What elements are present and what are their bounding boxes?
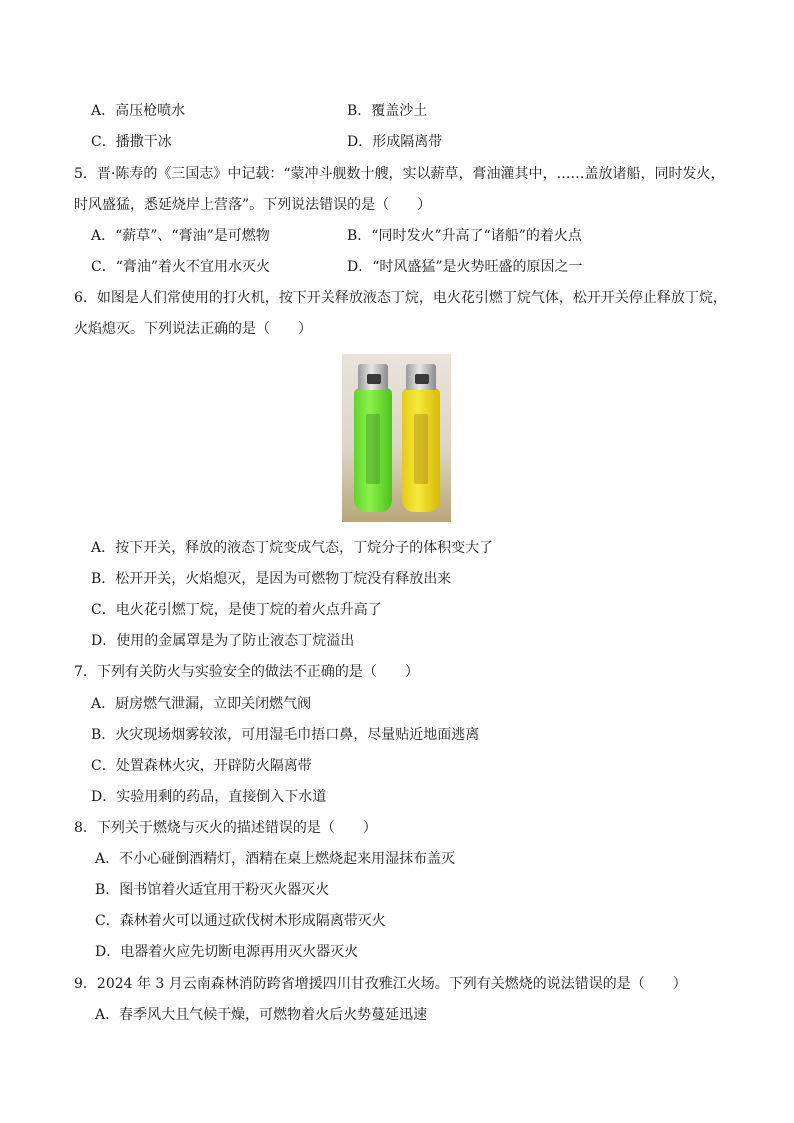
yellow-lighter-image <box>402 364 440 512</box>
q4-option-d: D．形成隔离带 <box>347 134 443 150</box>
q5-option-b: B．“同时发火”升高了“诸船”的着火点 <box>347 228 582 244</box>
q4-option-c: C．播撒干冰 <box>91 134 172 150</box>
q5-stem-line1: 5．晋·陈寿的《三国志》中记载：“蒙冲斗舰数十艘，实以薪草，膏油灌其中，……盖放诸船，同时发火， <box>74 166 725 182</box>
q7-stem: 7．下列有关防火与实验安全的做法不正确的是（ ） <box>74 664 419 680</box>
q8-option-c: C．森林着火可以通过砍伐树木形成隔离带灭火 <box>95 913 386 929</box>
q4-option-b: B．覆盖沙土 <box>347 103 428 119</box>
q6-stem-line2: 火焰熄灭。下列说法正确的是（ ） <box>74 321 312 337</box>
q8-option-d: D．电器着火应先切断电源再用灭火器灭火 <box>95 944 359 960</box>
q7-option-b: B．火灾现场烟雾较浓，可用湿毛巾捂口鼻，尽量贴近地面逃离 <box>91 727 480 743</box>
q7-option-d: D．实验用剩的药品，直接倒入下水道 <box>91 789 327 805</box>
q8-option-b: B．图书馆着火适宜用干粉灭火器灭火 <box>95 882 330 898</box>
q6-option-d: D．使用的金属罩是为了防止液态丁烷溢出 <box>91 633 355 649</box>
q5-option-d: D．“时风盛猛”是火势旺盛的原因之一 <box>347 259 583 275</box>
green-lighter-image <box>354 364 392 512</box>
q5-option-c: C．“膏油”着火不宜用水灭火 <box>91 259 271 275</box>
q5-stem-line2: 时风盛猛，悉延烧岸上营落”。下列说法错误的是（ ） <box>74 197 432 213</box>
q5-option-a: A．“薪草”、“膏油”是可燃物 <box>91 228 270 244</box>
q6-option-a: A．按下开关，释放的液态丁烷变成气态，丁烷分子的体积变大了 <box>91 540 494 556</box>
q9-option-a: A．春季风大且气候干燥，可燃物着火后火势蔓延迅速 <box>95 1007 428 1023</box>
q8-option-a: A．不小心碰倒酒精灯，酒精在桌上燃烧起来用湿抹布盖灭 <box>95 851 456 867</box>
q8-stem: 8．下列关于燃烧与灭火的描述错误的是（ ） <box>74 820 377 836</box>
q7-option-a: A．厨房燃气泄漏，立即关闭燃气阀 <box>91 696 312 712</box>
q9-stem: 9．2024 年 3 月云南森林消防跨省增援四川甘孜雅江火场。下列有关燃烧的说法错误的是（ ） <box>74 976 687 992</box>
lighters-photo <box>342 354 451 522</box>
q7-option-c: C．处置森林火灾，开辟防火隔离带 <box>91 758 312 774</box>
q4-option-a: A．高压枪喷水 <box>91 103 186 119</box>
q6-option-c: C．电火花引燃丁烷，是使丁烷的着火点升高了 <box>91 602 382 618</box>
q6-stem-line1: 6．如图是人们常使用的打火机，按下开关释放液态丁烷，电火花引燃丁烷气体，松开开关停止释放丁烷， <box>74 290 727 306</box>
q6-option-b: B．松开开关，火焰熄灭，是因为可燃物丁烷没有释放出来 <box>91 571 452 587</box>
